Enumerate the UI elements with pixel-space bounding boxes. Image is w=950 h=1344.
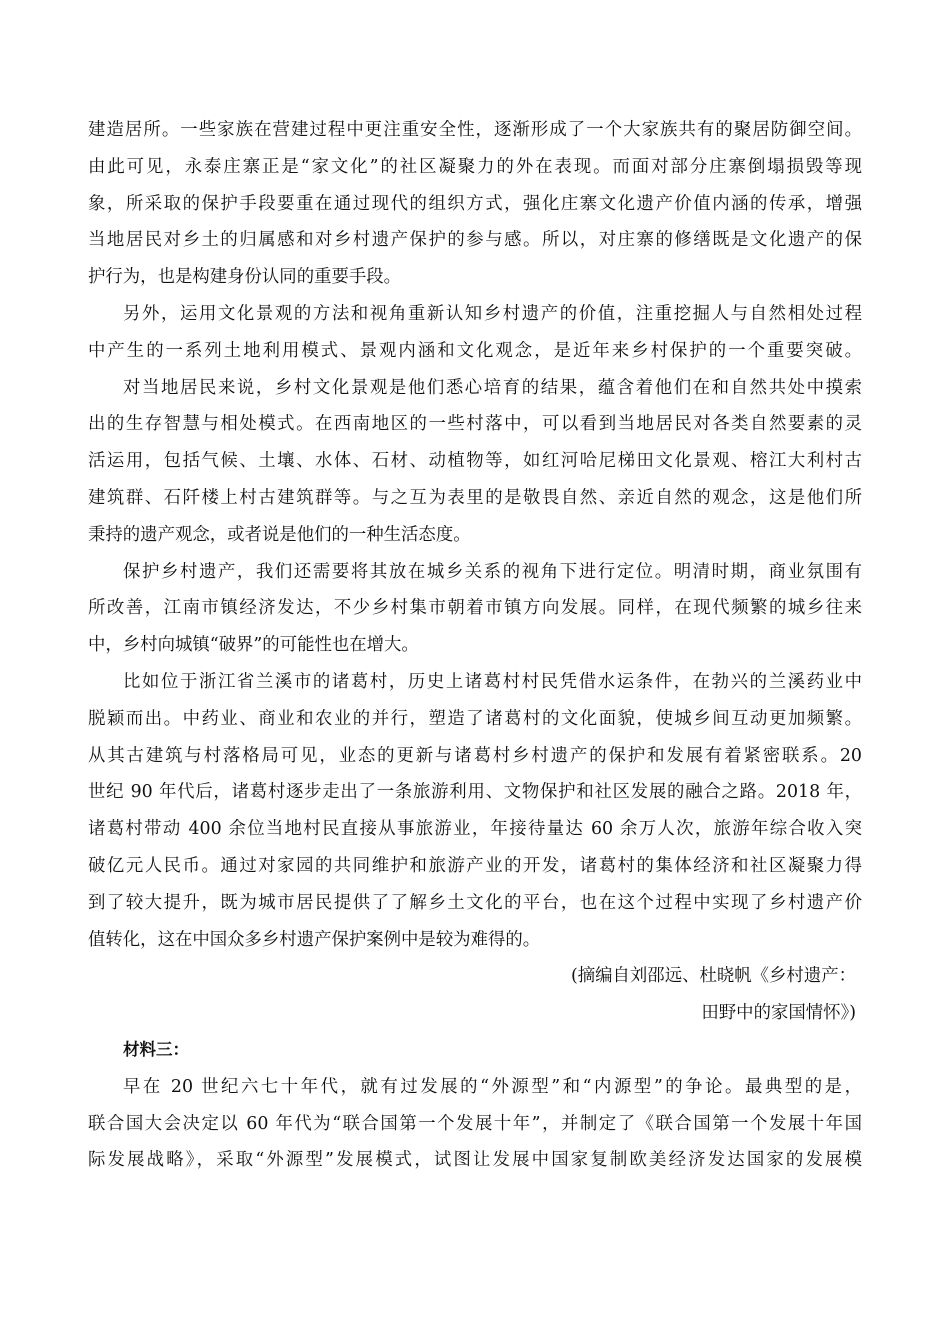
text-line: 诸葛村带动 400 余位当地村民直接从事旅游业，年接待量达 60 余万人次，旅游年综合收入突 <box>88 819 862 840</box>
document-page <box>88 112 862 1179</box>
text-line: 建筑群、石阡楼上村古建筑群等。与之互为表里的是敬畏自然、亲近自然的观念，这是他们所 <box>88 487 862 508</box>
text-line: 世纪 90 年代后，诸葛村逐步走出了一条旅游利用、文物保护和社区发展的融合之路。2018 年， <box>88 782 862 803</box>
paragraph <box>88 296 862 370</box>
text-line: 值转化，这在中国众多乡村遗产保护案例中是较为难得的。 <box>88 929 541 950</box>
text-line: 联合国大会决定以 60 年代为“联合国第一个发展十年”，并制定了《联合国第一个发展十年国 <box>88 1113 862 1134</box>
paragraph <box>88 1069 862 1179</box>
text-line: 到了较大提升，既为城市居民提供了了解乡土文化的平台，也在这个过程中实现了乡村遗产价 <box>88 892 862 913</box>
text-line: 从其古建筑与村落格局可见，业态的更新与诸葛村乡村遗产的保护和发展有着紧密联系。20 <box>88 745 862 766</box>
text-line: 当地居民对乡土的归属感和对乡村遗产保护的参与感。所以，对庄寨的修缮既是文化遗产的保 <box>88 230 862 251</box>
text-line: 破亿元人民币。通过对家园的共同维护和旅游产业的开发，诸葛村的集体经济和社区凝聚力得 <box>88 855 862 876</box>
text-line: 护行为，也是构建身份认同的重要手段。 <box>88 267 402 288</box>
text-line: 中，乡村向城镇“破界”的可能性也在增大。 <box>88 635 419 656</box>
paragraph <box>88 370 862 554</box>
text-line: 活运用，包括气候、土壤、水体、石材、动植物等，如红河哈尼梯田文化景观、榕江大利村古 <box>88 451 862 472</box>
text-line: 中产生的一系列土地利用模式、景观内涵和文化观念，是近年来乡村保护的一个重要突破。 <box>88 340 862 361</box>
text-line: 出的生存智慧与相处模式。在西南地区的一些村落中，可以看到当地居民对各类自然要素的灵 <box>88 414 862 435</box>
paragraph <box>88 554 862 664</box>
citation-line: 田野中的家国情怀》) <box>701 1003 856 1024</box>
text-line: 秉持的遗产观念，或者说是他们的一种生活态度。 <box>88 524 471 545</box>
section-heading: 材料三： <box>123 1039 189 1059</box>
paragraph <box>88 112 862 296</box>
text-line: 另外，运用文化景观的方法和视角重新认知乡村遗产的价值，注重挖掘人与自然相处过程 <box>123 303 862 324</box>
text-line: 象，所采取的保护手段要重在通过现代的组织方式，强化庄寨文化遗产价值内涵的传承，增强 <box>88 193 862 214</box>
text-line: 所改善，江南市镇经济发达，不少乡村集市朝着市镇方向发展。同样，在现代频繁的城乡往来 <box>88 598 862 619</box>
citation-line: (摘编自刘邵远、杜晓帆《乡村遗产： <box>570 966 856 987</box>
text-line: 由此可见，永泰庄寨正是“家文化”的社区凝聚力的外在表现。而面对部分庄寨倒塌损毁等现 <box>88 156 862 177</box>
paragraph <box>88 664 862 958</box>
text-line: 建造居所。一些家族在营建过程中更注重安全性，逐渐形成了一个大家族共有的聚居防御空间。 <box>88 120 862 140</box>
citation <box>88 958 862 1032</box>
text-line: 对当地居民来说，乡村文化景观是他们悉心培育的结果，蕴含着他们在和自然共处中摸索 <box>123 377 862 398</box>
text-line: 脱颖而出。中药业、商业和农业的并行，塑造了诸葛村的文化面貌，使城乡间互动更加频繁。 <box>88 708 862 729</box>
text-line: 早在 20 世纪六七十年代，就有过发展的“外源型”和“内源型”的争论。最典型的是， <box>123 1076 862 1097</box>
text-line: 保护乡村遗产，我们还需要将其放在城乡关系的视角下进行定位。明清时期，商业氛围有 <box>123 561 862 582</box>
text-line: 际发展战略》，采取“外源型”发展模式，试图让发展中国家复制欧美经济发达国家的发展模 <box>88 1150 862 1171</box>
text-line: 比如位于浙江省兰溪市的诸葛村，历史上诸葛村村民凭借水运条件，在勃兴的兰溪药业中 <box>123 671 862 692</box>
